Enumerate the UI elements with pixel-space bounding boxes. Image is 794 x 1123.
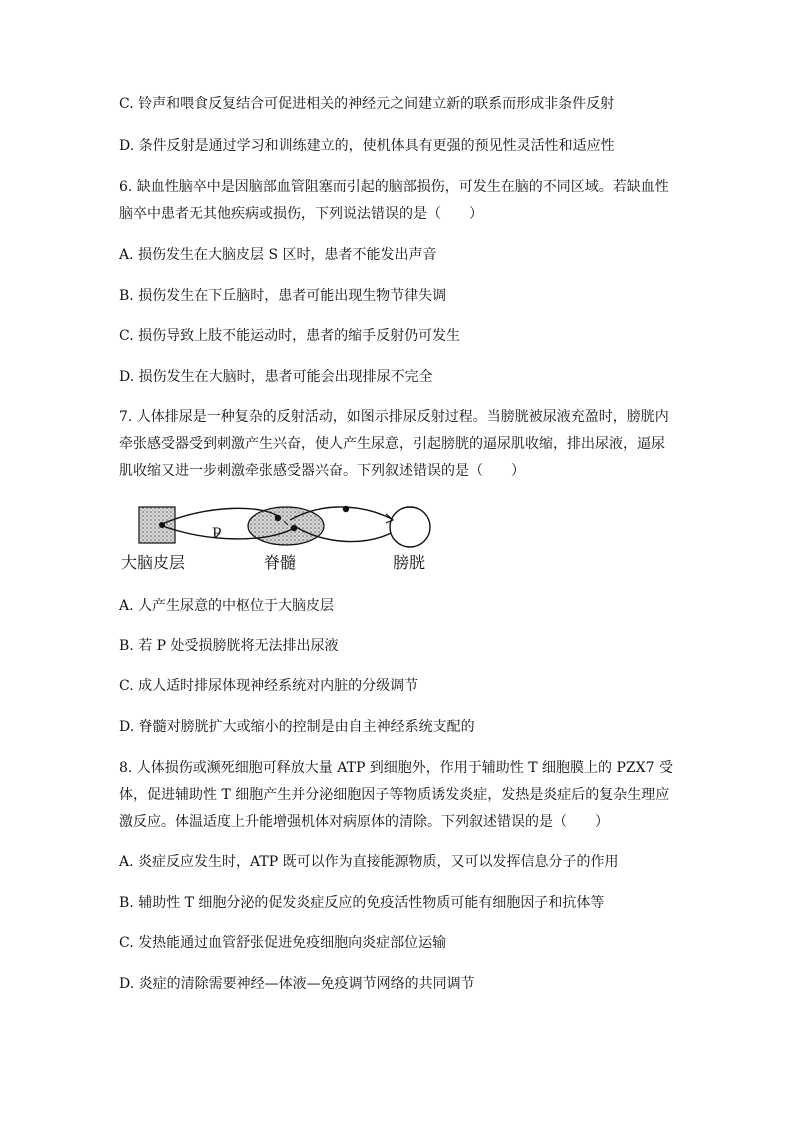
p-marker-label: P: [212, 526, 222, 542]
bladder-label: 膀胱: [393, 553, 426, 572]
reflex-diagram: [118, 499, 448, 574]
q6-option-a: A. 损伤发生在大脑皮层 S 区时，患者不能发出声音: [119, 247, 437, 263]
spinal-cord-label: 脊髓: [264, 553, 297, 572]
q6-stem-1: 6. 缺血性脑卒中是因脑部血管阻塞而引起的脑部损伤，可发生在脑的不同区域。若缺血性: [119, 179, 669, 195]
q7-option-d: D. 脊髓对膀胱扩大或缩小的控制是由自主神经系统支配的: [119, 719, 475, 735]
q6-stem-2: 脑卒中患者无其他疾病或损伤，下列说法错误的是（ ）: [119, 206, 483, 222]
q8-stem-2: 体，促进辅助性 T 细胞产生并分泌细胞因子等物质诱发炎症，发热是炎症后的复杂生理应: [119, 787, 670, 803]
q8-option-b: B. 辅助性 T 细胞分泌的促发炎症反应的免疫活性物质可能有细胞因子和抗体等: [119, 895, 605, 911]
q7-option-a: A. 人产生尿意的中枢位于大脑皮层: [119, 598, 335, 614]
q6-option-c: C. 损伤导致上肢不能运动时，患者的缩手反射仍可发生: [119, 328, 461, 344]
spinal-cord-ellipse: [248, 507, 324, 545]
q8-stem-3: 激反应。体温适度上升能增强机体对病原体的清除。下列叙述错误的是（ ）: [119, 814, 609, 830]
line-5c: C. 铃声和喂食反复结合可促进相关的神经元之间建立新的联系而形成非条件反射: [119, 96, 615, 112]
q7-stem-2: 牵张感受器受到刺激产生兴奋，使人产生尿意，引起膀胱的逼尿肌收缩，排出尿液，逼尿: [119, 436, 665, 452]
q6-option-b: B. 损伤发生在下丘脑时，患者可能出现生物节律失调: [119, 288, 447, 304]
q7-stem-1: 7. 人体排尿是一种复杂的反射活动，如图示排尿反射过程。当膀胱被尿液充盈时，膀胱内: [119, 409, 669, 425]
neuron-dot-spinal-1: [275, 515, 281, 521]
q7-option-b: B. 若 P 处受损膀胱将无法排出尿液: [119, 638, 339, 654]
q8-option-d: D. 炎症的清除需要神经—体液—免疫调节网络的共同调节: [119, 976, 475, 992]
q7-option-c: C. 成人适时排尿体现神经系统对内脏的分级调节: [119, 678, 419, 694]
neuron-dot-pathway: [343, 506, 349, 512]
q8-stem-1: 8. 人体损伤或濒死细胞可释放大量 ATP 到细胞外，作用于辅助性 T 细胞膜上的 PZX7 受: [119, 760, 673, 776]
q8-option-a: A. 炎症反应发生时，ATP 既可以作为直接能源物质，又可以发挥信息分子的作用: [119, 854, 619, 870]
neuron-dot-spinal-2: [291, 525, 297, 531]
cortex-box: [139, 507, 175, 543]
bladder-circle: [390, 507, 430, 547]
q7-stem-3: 肌收缩又进一步刺激牵张感受器兴奋。下列叙述错误的是（ ）: [119, 463, 525, 479]
q8-option-c: C. 发热能通过血管舒张促进免疫细胞向炎症部位运输: [119, 935, 447, 951]
cortex-label: 大脑皮层: [121, 553, 186, 572]
line-5d: D. 条件反射是通过学习和训练建立的，使机体具有更强的预见性灵活性和适应性: [119, 138, 615, 154]
q6-option-d: D. 损伤发生在大脑时，患者可能会出现排尿不完全: [119, 369, 433, 385]
neuron-dot-cortex: [159, 522, 165, 528]
